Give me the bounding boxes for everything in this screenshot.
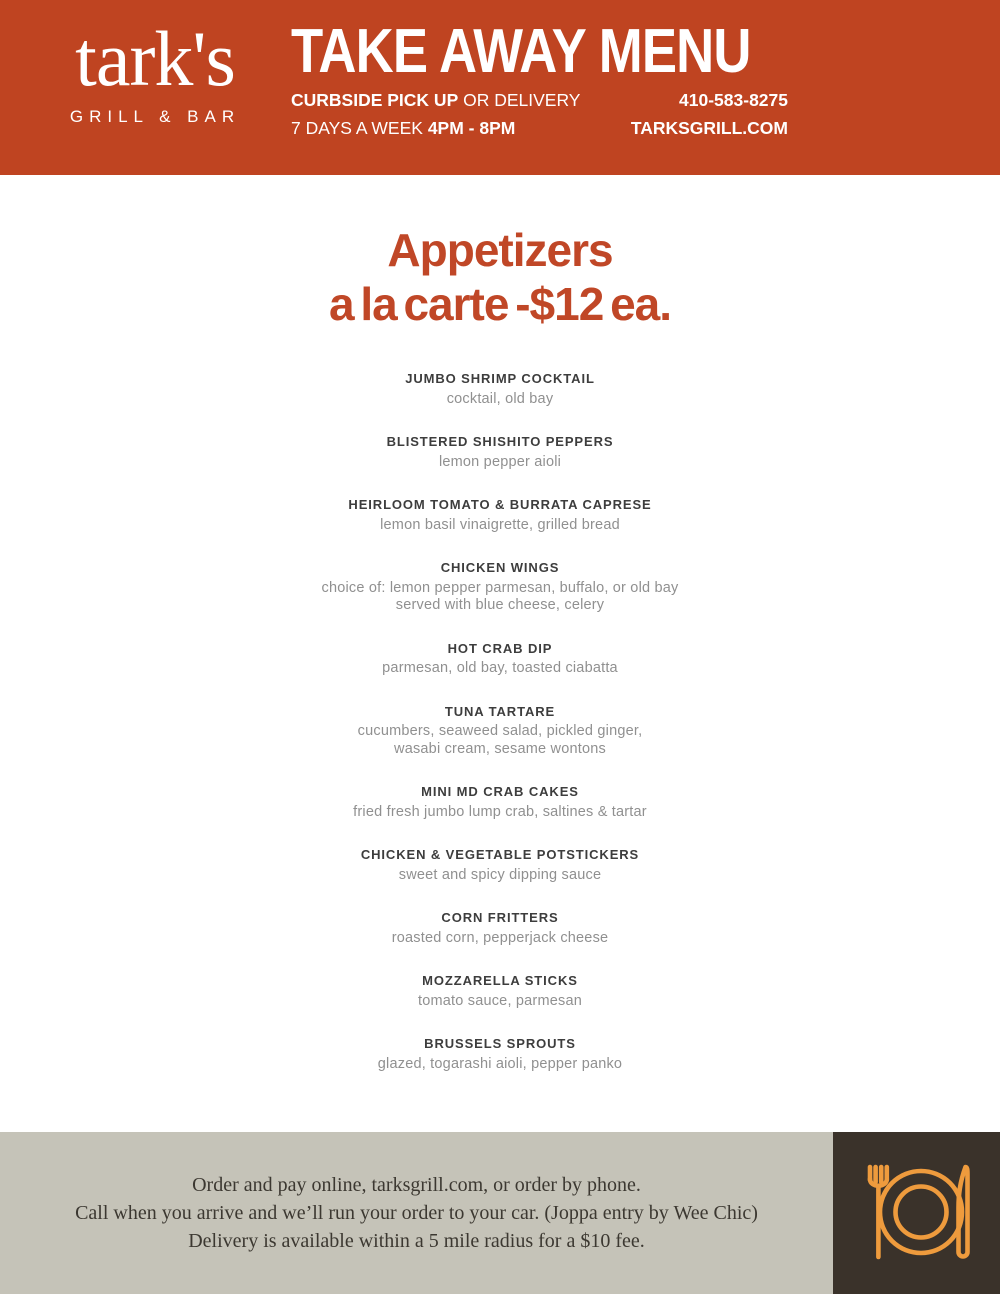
item-description: fried fresh jumbo lump crab, saltines & tartar (353, 803, 647, 820)
menu-item (0, 497, 1000, 534)
item-description: glazed, togarashi aioli, pepper panko (377, 1055, 623, 1072)
section-heading (0, 223, 1000, 331)
menu-item (0, 784, 1000, 821)
menu-item (0, 641, 1000, 678)
fork-plate-knife-icon (859, 1160, 975, 1266)
section-heading-line2: a la carte -$12 ea. (328, 278, 672, 330)
pickup-line (291, 86, 580, 114)
website-url: TARKSGRILL.COM (630, 118, 788, 138)
phone-number: 410-583-8275 (679, 90, 788, 110)
item-name: BLISTERED SHISHITO PEPPERS (386, 434, 614, 449)
hours-line (291, 114, 580, 142)
item-name: HOT CRAB DIP (447, 640, 553, 656)
item-description: sweet and spicy dipping sauce (398, 866, 602, 883)
item-description: wasabi cream, sesame wontons (394, 740, 606, 757)
item-description: parmesan, old bay, toasted ciabatta (382, 660, 618, 676)
item-description: lemon basil vinaigrette, grilled bread (380, 516, 620, 533)
item-name: CHICKEN WINGS (440, 560, 560, 575)
menu-items (0, 371, 1000, 1073)
menu-item (0, 434, 1000, 471)
page-title: TAKE AWAY MENU (291, 17, 751, 86)
pickup-rest: OR DELIVERY (458, 90, 581, 110)
menu-item (0, 910, 1000, 947)
menu-item (0, 371, 1000, 408)
header-info-left (291, 86, 580, 142)
item-name: MINI MD CRAB CAKES (421, 784, 579, 799)
pickup-bold: CURBSIDE PICK UP (291, 90, 459, 110)
footer-line: Delivery is available within a 5 mile radius for a $10 fee. (188, 1230, 645, 1252)
menu-item (0, 973, 1000, 1010)
header-info-right (631, 86, 788, 142)
header-banner (0, 0, 1000, 175)
footer-text (0, 1132, 833, 1294)
menu-item (0, 560, 1000, 615)
item-name: CHICKEN & VEGETABLE POTSTICKERS (360, 847, 640, 862)
header-info (291, 86, 788, 142)
item-name: TUNA TARTARE (444, 703, 556, 719)
footer-band (0, 1132, 1000, 1294)
item-description: cucumbers, seaweed salad, pickled ginger, (357, 723, 643, 739)
item-description: served with blue cheese, celery (395, 597, 605, 613)
footer-badge (833, 1132, 1000, 1294)
item-description: roasted corn, pepperjack cheese (391, 929, 609, 946)
menu-item (0, 1036, 1000, 1073)
item-description: lemon pepper aioli (438, 453, 562, 470)
section-heading-line1: Appetizers (387, 224, 613, 276)
logo-wordmark: tark's (75, 15, 235, 102)
item-name: JUMBO SHRIMP COCKTAIL (405, 371, 595, 386)
days-text: 7 DAYS A WEEK (291, 118, 428, 138)
menu-body (0, 223, 1000, 1073)
item-description: cocktail, old bay (446, 390, 554, 407)
item-name: BRUSSELS SPROUTS (424, 1036, 576, 1051)
footer-line: Call when you arrive and we’ll run your order to your car. (Joppa entry by Wee Chic) (75, 1202, 758, 1224)
item-name: MOZZARELLA STICKS (422, 973, 578, 988)
menu-item (0, 704, 1000, 759)
tarks-logo (58, 14, 252, 127)
hours-bold: 4PM - 8PM (427, 118, 516, 138)
item-name: HEIRLOOM TOMATO & BURRATA CAPRESE (348, 497, 652, 512)
item-name: CORN FRITTERS (441, 910, 559, 925)
item-description: choice of: lemon pepper parmesan, buffalo, or old bay (321, 579, 679, 596)
logo-subtitle: GRILL & BAR (69, 107, 241, 126)
menu-item (0, 847, 1000, 884)
footer-line: Order and pay online, tarksgrill.com, or order by phone. (192, 1174, 641, 1196)
item-description: tomato sauce, parmesan (418, 992, 582, 1009)
